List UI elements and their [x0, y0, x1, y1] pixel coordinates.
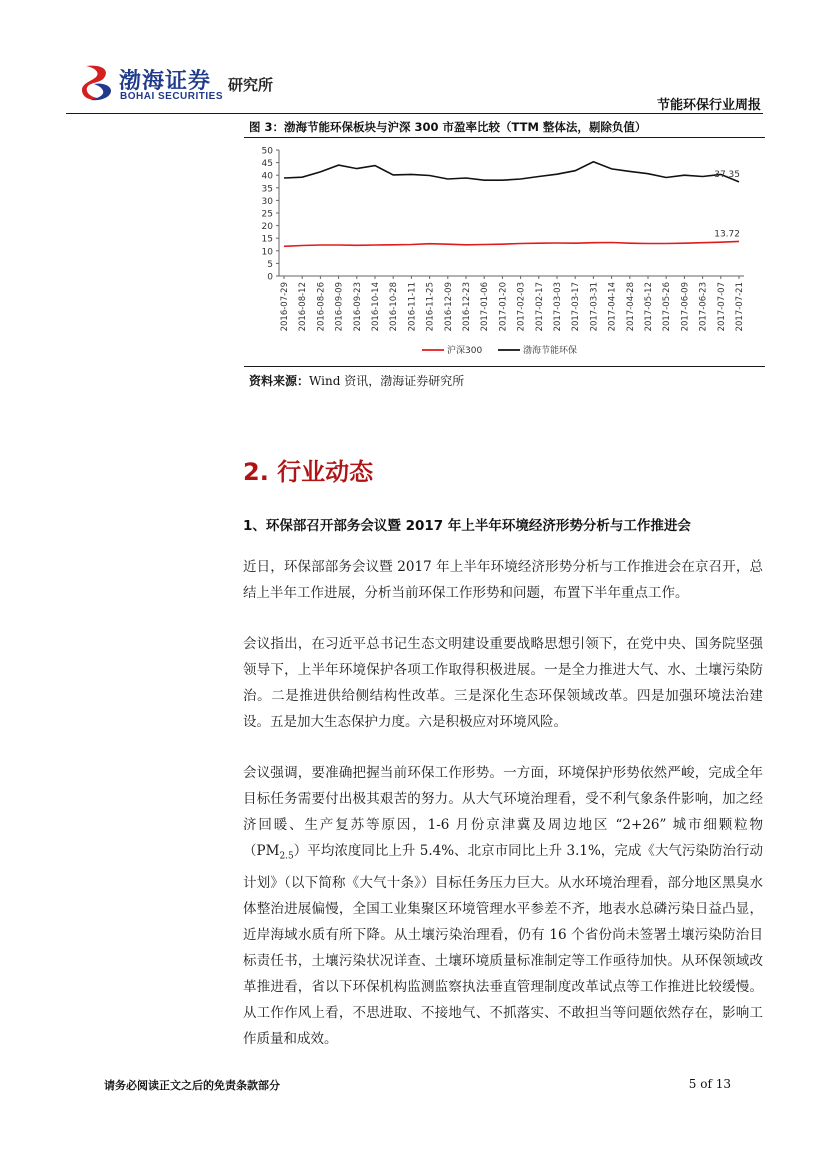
y-tick-label: 10 — [261, 247, 273, 258]
legend-label-0: 沪深300 — [447, 346, 483, 356]
x-tick-label: 2016-09-09 — [334, 282, 345, 332]
x-tick-label: 2017-06-09 — [680, 282, 691, 332]
figure-title: 图 3：渤海节能环保板块与沪深 300 市盈率比较（TTM 整体法，剔除负值） — [249, 120, 647, 134]
footer-disclaimer: 请务必阅读正文之后的免责条款部分 — [104, 1079, 280, 1092]
y-tick-label: 30 — [261, 196, 273, 207]
series-line-1 — [284, 162, 739, 182]
y-axis — [262, 147, 279, 283]
report-type: 节能环保行业周报 — [656, 98, 761, 113]
series-line-0 — [284, 241, 739, 246]
logo-institute: 研究所 — [228, 76, 274, 94]
x-tick-label: 2017-01-20 — [498, 282, 509, 332]
chart-legend — [422, 344, 577, 356]
y-tick-label: 20 — [261, 222, 273, 233]
figure-top-rule — [244, 137, 765, 138]
y-tick-label: 40 — [261, 171, 273, 182]
section-title: 2. 行业动态 — [243, 458, 374, 486]
x-tick-label: 2016-11-11 — [407, 282, 418, 332]
y-tick-label: 25 — [261, 209, 273, 220]
x-axis — [279, 276, 745, 331]
x-tick-label: 2017-04-14 — [607, 282, 618, 332]
x-tick-label: 2017-05-26 — [662, 282, 673, 332]
figure-bottom-rule — [244, 366, 765, 367]
source-label: 资料来源： — [249, 374, 310, 388]
y-tick-label: 35 — [261, 184, 273, 195]
x-tick-label: 2016-10-14 — [371, 282, 381, 332]
y-tick-label: 5 — [267, 259, 273, 270]
bohai-logo-icon — [80, 64, 116, 102]
x-tick-label: 2016-08-12 — [298, 282, 309, 332]
x-tick-label: 2016-10-28 — [389, 282, 400, 332]
logo-chinese-name: 渤海证券 — [119, 69, 212, 94]
x-tick-label: 2016-07-29 — [280, 282, 290, 332]
pm-subscript: 2.5 — [279, 851, 294, 862]
paragraph-3-part-a: 会议强调，要准确把握当前环保工作形势。一方面，环境保护形势依然严峻，完成全年目标任务需要付出极其艰苦的努力。从大气环境治理看，受不利气象条件影响，加之经济回暖、生产复苏等原因，1-6 月份京津冀及周边地区 “2+26” 城市细颗粒物（PM — [243, 765, 763, 859]
x-tick-label: 2016-12-09 — [443, 282, 454, 332]
page-number: 5 of 13 — [688, 1077, 731, 1091]
source-text: Wind 资讯，渤海证券研究所 — [309, 374, 465, 388]
series-end-label-0: 13.72 — [714, 229, 740, 240]
figure-source — [249, 372, 464, 389]
series-end-label-1: 37.35 — [714, 169, 740, 180]
y-tick-label: 45 — [261, 159, 273, 170]
x-tick-label: 2017-03-31 — [589, 282, 600, 332]
item-title: 1、环保部召开部务会议暨 2017 年上半年环境经济形势分析与工作推进会 — [243, 518, 691, 534]
x-tick-label: 2016-12-23 — [462, 282, 472, 332]
x-tick-label: 2017-06-23 — [698, 282, 709, 332]
paragraph-2: 会议指出，在习近平总书记生态文明建设重要战略思想引领下，在党中央、国务院坚强领导下，上半年环境保护各项工作取得积极进展。一是全力推进大气、水、土壤污染防治。二是推进供给侧结构性改革。三是深化生态环保领域改革。四是加强环境法治建设。五是加大生态保护力度。六是积极应对环境风险。 — [243, 636, 763, 730]
x-tick-label: 2017-02-03 — [516, 282, 527, 332]
x-tick-label: 2017-03-17 — [571, 282, 582, 332]
pe-comparison-chart — [244, 140, 765, 364]
paragraph-1: 近日，环保部部务会议暨 2017 年上半年环境经济形势分析与工作推进会在京召开，总结上半年工作进展，分析当前环保工作形势和问题，布置下半年重点工作。 — [243, 559, 763, 601]
paragraph-3-part-b: ）平均浓度同比上升 5.4%、北京市同比上升 3.1%，完成《大气污染防治行动计划》（以下简称《大气十条》）目标任务压力巨大。从水环境治理看，部分地区黑臭水体整治进展偏慢，全国工业集聚区环境管理水平参差不齐，地表水总磷污染日益凸显，近岸海域水质有所下降。从土壤污染治理看，仍有 16 个省份尚未签署土壤污染防治目标责任书，土壤污染状况详查、土壤环境质量标准制定等工作亟待加快。从环保领域改革推进看，省以下环保机构监测监察执法垂直管理制度改革试点等工作推进比较缓慢。从工作作风上看，不思进取、不接地气、不抓落实、不敢担当等问题依然存在，影响工作质量和成效。 — [243, 843, 763, 1047]
x-tick-label: 2016-11-25 — [425, 282, 436, 332]
paragraph-3 — [243, 760, 763, 1052]
x-tick-label: 2017-04-28 — [625, 282, 636, 332]
y-tick-label: 0 — [267, 272, 273, 283]
logo-english-name: BOHAI SECURITIES — [120, 91, 224, 102]
legend-label-1: 渤海节能环保 — [523, 346, 578, 356]
x-tick-label: 2017-01-06 — [480, 282, 491, 332]
header-divider — [66, 113, 763, 114]
x-tick-label: 2016-08-26 — [316, 282, 327, 332]
x-tick-label: 2017-02-17 — [534, 282, 545, 332]
x-tick-label: 2017-05-12 — [644, 282, 654, 332]
y-tick-label: 15 — [261, 234, 273, 245]
x-tick-label: 2017-07-21 — [735, 282, 745, 332]
series-lines — [284, 162, 740, 247]
x-tick-label: 2017-03-03 — [553, 282, 563, 332]
x-tick-label: 2016-09-23 — [352, 282, 363, 332]
y-tick-label: 50 — [261, 146, 273, 157]
x-tick-label: 2017-07-07 — [716, 282, 727, 332]
